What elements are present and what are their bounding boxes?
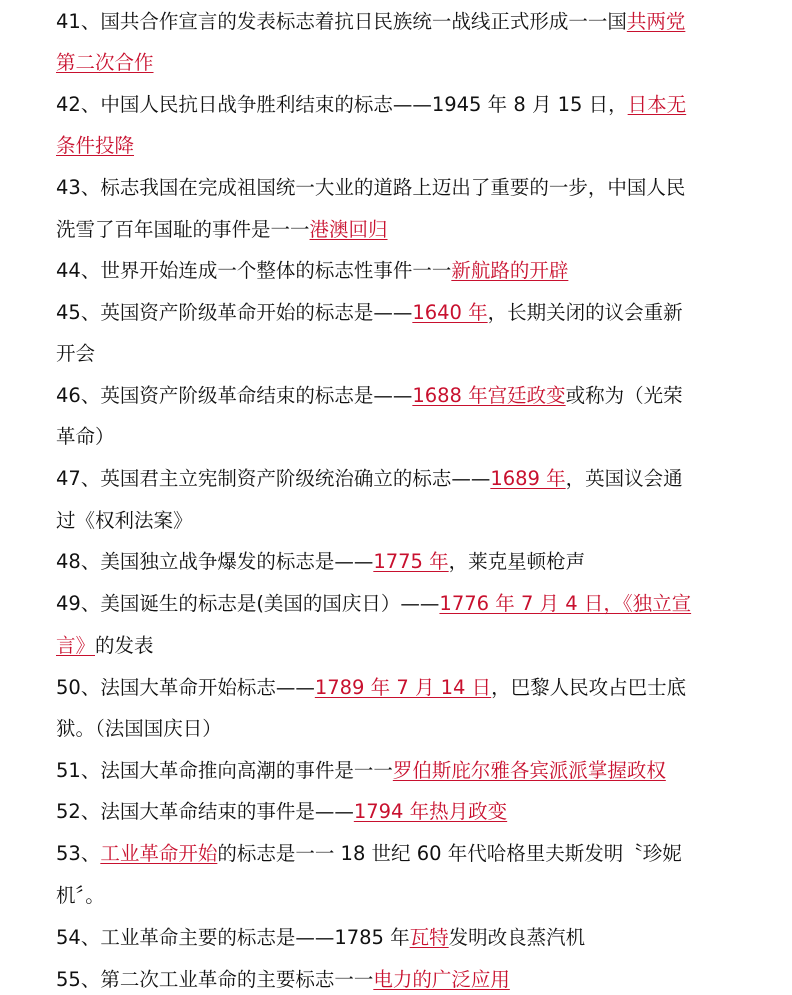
answer-highlight: 共两党	[626, 10, 686, 33]
text-segment: 46、英国资产阶级革命结束的标志是——	[56, 384, 413, 407]
answer-highlight: 1776 年 7 月 4 日，《独立宣	[439, 592, 692, 615]
text-segment: 45、英国资产阶级革命开始的标志是——	[56, 301, 413, 324]
answer-highlight: 罗伯斯庇尔雅各宾派派掌握政权	[392, 759, 666, 782]
text-segment: 的标志是一一 18 世纪 60 年代哈格里夫斯发明〝珍妮	[217, 842, 682, 865]
text-segment: 55、第二次工业革命的主要标志一一	[56, 968, 374, 991]
text-segment: 44、世界开始连成一个整体的标志性事件一一	[56, 259, 452, 282]
answer-highlight: 日本无	[627, 93, 687, 116]
answer-highlight: 条件投降	[56, 134, 135, 157]
text-segment: 43、标志我国在完成祖国统一大业的道路上迈出了重要的一步，中国人民	[56, 176, 686, 199]
text-segment: 革命）	[56, 425, 115, 448]
text-segment: 或称为（光荣	[565, 384, 683, 407]
text-segment: 过《权利法案》	[56, 509, 193, 532]
text-segment: ，巴黎人民攻占巴士底	[491, 676, 687, 699]
text-line	[56, 757, 666, 785]
text-line	[56, 216, 388, 244]
text-segment: 50、法国大革命开始标志——	[56, 676, 315, 699]
text-line	[56, 465, 683, 493]
text-segment: 47、英国君主立宪制资产阶级统治确立的标志——	[56, 467, 491, 490]
answer-highlight: 1688 年宫廷政变	[412, 384, 566, 407]
answer-highlight: 港澳回归	[309, 218, 388, 241]
text-line	[56, 840, 682, 868]
text-line	[56, 715, 222, 743]
answer-highlight: 1794 年热月政变	[353, 800, 508, 823]
text-segment: 41、国共合作宣言的发表标志着抗日民族统一战线正式形成一一国	[56, 10, 627, 33]
answer-highlight: 工业革命开始	[100, 842, 218, 865]
answer-highlight: 1789 年 7 月 14 日	[314, 676, 492, 699]
answer-highlight: 言》	[56, 634, 96, 657]
answer-highlight: 1689 年	[490, 467, 566, 490]
text-segment: 53、	[56, 842, 101, 865]
text-line	[56, 340, 95, 368]
text-line	[56, 674, 686, 702]
text-segment: 开会	[56, 342, 96, 365]
text-segment: 发明改良蒸汽机	[448, 926, 586, 949]
text-segment: 机〞。	[56, 884, 105, 907]
text-line	[56, 132, 134, 160]
answer-highlight: 瓦特	[409, 926, 449, 949]
text-line	[56, 257, 568, 285]
text-segment: ，莱克星顿枪声	[448, 550, 586, 573]
text-line	[56, 924, 585, 952]
text-line	[56, 49, 154, 77]
answer-highlight: 新航路的开辟	[451, 259, 569, 282]
text-segment: 51、法国大革命推向高潮的事件是一一	[56, 759, 393, 782]
text-line	[56, 8, 685, 36]
text-segment: 54、工业革命主要的标志是——1785 年	[56, 926, 410, 949]
text-segment: 48、美国独立战争爆发的标志是——	[56, 550, 374, 573]
text-segment: ，长期关闭的议会重新	[487, 301, 683, 324]
text-line	[56, 423, 115, 451]
text-line	[56, 174, 685, 202]
text-line	[56, 798, 507, 826]
text-line	[56, 548, 585, 576]
text-line	[56, 882, 105, 910]
text-segment: 狱。（法国国庆日）	[56, 717, 222, 740]
answer-highlight: 电力的广泛应用	[373, 968, 510, 991]
text-segment: 49、美国诞生的标志是(美国的国庆日）——	[56, 592, 440, 615]
text-line	[56, 966, 510, 994]
text-line	[56, 91, 686, 119]
text-segment: ，英国议会通	[565, 467, 683, 490]
text-segment: 52、法国大革命结束的事件是——	[56, 800, 354, 823]
answer-highlight: 1640 年	[412, 301, 488, 324]
text-line	[56, 632, 154, 660]
text-line	[56, 299, 683, 327]
text-segment: 的发表	[95, 634, 154, 657]
answer-highlight: 1775 年	[373, 550, 449, 573]
text-line	[56, 590, 691, 618]
text-line	[56, 382, 683, 410]
text-line	[56, 507, 193, 535]
text-segment: 42、中国人民抗日战争胜利结束的标志——1945 年 8 月 15 日，	[56, 93, 628, 116]
answer-highlight: 第二次合作	[56, 51, 154, 74]
text-segment: 洗雪了百年国耻的事件是一一	[56, 218, 310, 241]
